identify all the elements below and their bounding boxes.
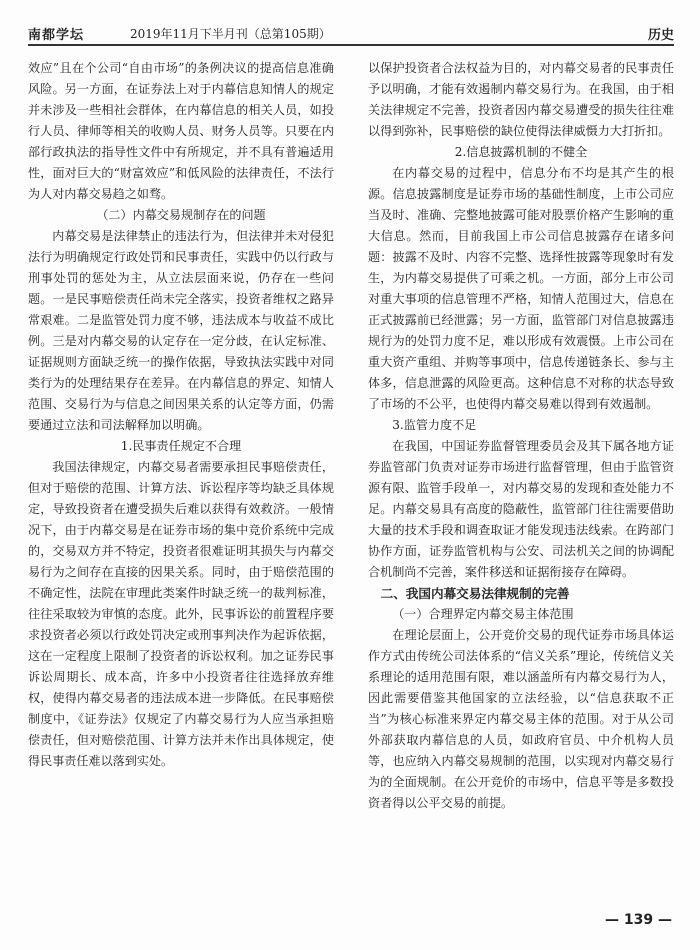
issue-info: 2019年11月下半月刊（总第105期） (130, 27, 331, 41)
subsection-heading: （二）内幕交易规制存在的问题 (96, 208, 266, 222)
paragraph: 在理论层面上，公开竞价交易的现代证券市场具体运作方式由传统公司法体系的“信义关系”理论，传统信义关系理论的适用范围有限，难以涵盖所有内幕交易行为人，因此需要借鉴其他国家的立法经验，以“信息获取不正当”为核心标准来界定内幕交易主体的范围。对于从公司外部获取内幕信息的人员，如政府官员、中介机构人员等，也应纳入内幕交易规制的范围，以实现对内幕交易行为的全面规制。在公开竞价的市场中，信息平等是多数投资者得以公平交易的前提。 (368, 628, 674, 810)
header-rule (28, 44, 674, 46)
subsection-heading: 3.监管力度不足 (392, 418, 477, 432)
subsection-heading: 1.民事责任规定不合理 (120, 439, 242, 453)
paragraph: 内幕交易是法律禁止的违法行为，但法律并未对侵犯法行为明确规定行政处罚和民事责任，实践中仍以行政与刑事处罚的惩处为主，从立法层面来说，仍存在一些问题。一是民事赔偿责任尚未完全落实，投资者维权之路异常艰难。二是监管处罚力度不够，违法成本与收益不成比例。三是对内幕交易的认定存在一定分歧，在认定标准、证据规则方面缺乏统一的操作依据，导致执法实践中对同类行为的处理结果存在差异。在内幕信息的界定、知情人范围、交易行为与信息之间因果关系的认定等方面，仍需要通过立法和司法解释加以明确。 (28, 229, 334, 432)
page-header (28, 14, 674, 44)
paragraph: 在我国，中国证券监督管理委员会及其下属各地方证券监管部门负责对证券市场进行监督管理，但由于监管资源有限、监管手段单一，对内幕交易的发现和查处能力不足。内幕交易具有高度的隐蔽性，监管部门往往需要借助大量的技术手段和调查取证才能发现违法线索。在跨部门协作方面，证券监管机构与公安、司法机关之间的协调配合机制尚不完善，案件移送和证据衔接存在障碍。 (368, 439, 674, 579)
paragraph: 在内幕交易的过程中，信息分布不均是其产生的根源。信息披露制度是证券市场的基础性制度，上市公司应当及时、准确、完整地披露可能对股票价格产生影响的重大信息。然而，目前我国上市公司信息披露存在诸多问题：披露不及时、内容不完整、选择性披露等现象时有发生，为内幕交易提供了可乘之机。一方面，部分上市公司对重大事项的信息管理不严格，知情人范围过大，信息在正式披露前已经泄露；另一方面，监管部门对信息披露违规行为的处罚力度不足，难以形成有效震慑。上市公司在重大资产重组、并购等事项中，信息传递链条长、参与主体多，信息泄露的风险更高。这种信息不对称的状态导致了市场的不公平，也使得内幕交易难以得到有效遏制。 (368, 166, 674, 411)
paragraph: 效应”且在个公司“自由市场”的条例决议的提高信息准确风险。另一方面，在证券法上对于内幕信息知情人的规定并未涉及一些相社会群体，在内幕信息的相关人员，如投行人员、律师等相关的收购人员、财务人员等。只要在内部行政执法的指导性文件中有所规定，并不具有普遍适用性，面对巨大的“财富效应”和低风险的法律责任，不法行为人对内幕交易趋之如骛。 (28, 61, 334, 201)
subsection-heading: （一）合理界定内幕交易主体范围 (392, 607, 574, 621)
journal-title: 南都学坛 (28, 28, 85, 43)
paragraph: 以保护投资者合法权益为目的，对内幕交易者的民事责任予以明确，才能有效遏制内幕交易行为。在我国，由于相关法律规定不完善，投资者因内幕交易遭受的损失往往难以得到弥补，民事赔偿的缺位使得法律威慑力大打折扣。 (368, 61, 674, 138)
right-column (368, 58, 674, 903)
section-heading: 二、我国内幕交易法律规制的完善 (380, 586, 570, 601)
section-label: 历史 (647, 28, 674, 43)
page-number: — 139 — (605, 912, 672, 928)
left-column (28, 58, 334, 903)
subsection-heading: 2.信息披露机制的不健全 (454, 145, 588, 159)
paragraph: 我国法律规定，内幕交易者需要承担民事赔偿责任，但对于赔偿的范围、计算方法、诉讼程序等均缺乏具体规定，导致投资者在遭受损失后难以获得有效救济。一般情况下，由于内幕交易是在证券市场的集中竞价系统中完成的，交易双方并不特定，投资者很难证明其损失与内幕交易行为之间存在直接的因果关系。同时，由于赔偿范围的不确定性，法院在审理此类案件时缺乏统一的裁判标准，往往采取较为审慎的态度。此外，民事诉讼的前置程序要求投资者必须以行政处罚决定或刑事判决作为起诉依据，这在一定程度上限制了投资者的诉讼权利。加之证券民事诉讼周期长、成本高，许多中小投资者往往选择放弃维权，使得内幕交易者的违法成本进一步降低。在民事赔偿制度中，《证券法》仅规定了内幕交易行为人应当承担赔偿责任，但对赔偿范围、计算方法并未作出具体规定，使得民事责任难以落到实处。 (28, 460, 334, 768)
